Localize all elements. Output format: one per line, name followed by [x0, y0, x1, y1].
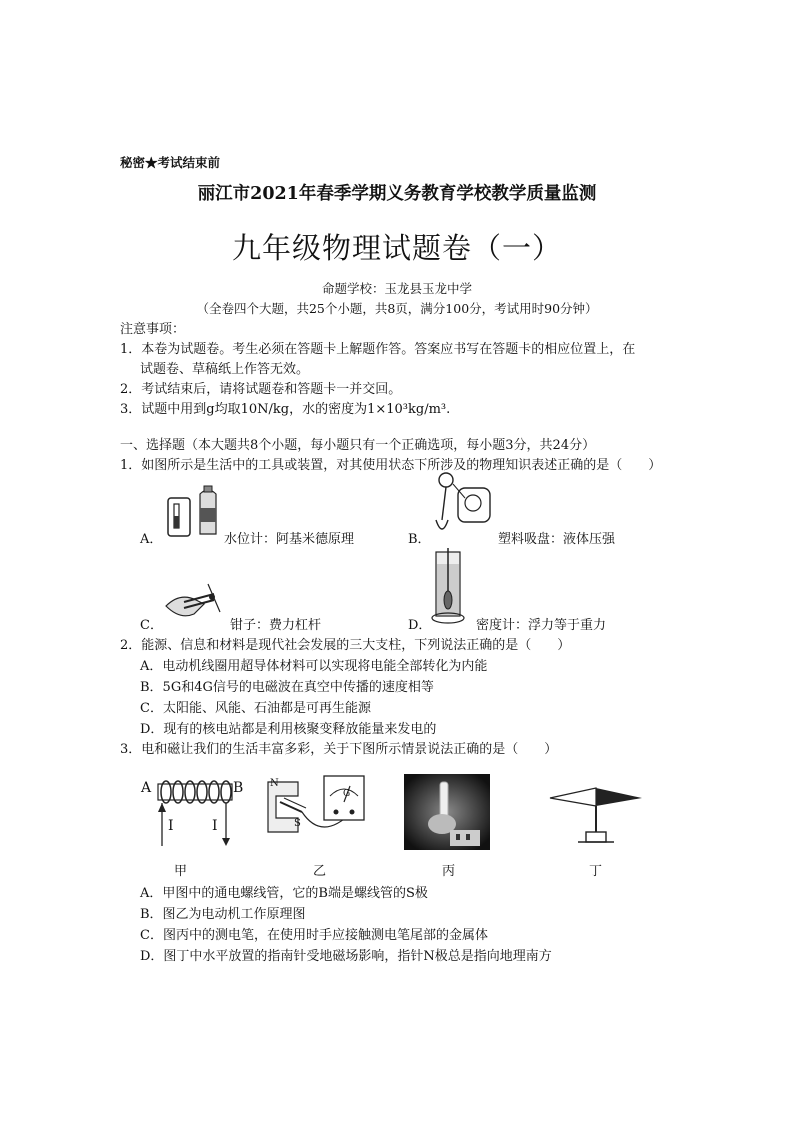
- figure-label-ding: 丁: [589, 864, 603, 879]
- option-line: B．图乙为电动机工作原理图: [140, 907, 306, 922]
- exam-title-main: 丽江市2021年春季学期义务教育学校教学质量监测: [197, 184, 597, 204]
- test-pen-photo: [404, 774, 490, 850]
- magnet-north-label: N: [270, 778, 279, 789]
- option-letter: D．: [408, 618, 432, 633]
- exam-title-sub: 九年级物理试题卷（一）: [231, 231, 562, 265]
- option-letter: C．: [140, 618, 163, 633]
- option-text: 水位计：阿基米德原理: [224, 532, 355, 547]
- option-text: 塑料吸盘：液体压强: [498, 532, 616, 547]
- option-line: A．甲图中的通电螺线管，它的B端是螺线管的S极: [140, 886, 428, 901]
- question-stem: 2．能源、信息和材料是现代社会发展的三大支柱，下列说法正确的是（ ）: [120, 638, 571, 653]
- note-item: 2．考试结束后，请将试题卷和答题卡一并交回。: [120, 382, 402, 397]
- compass-needle-figure: [548, 786, 644, 850]
- solenoid-figure: [138, 772, 248, 848]
- galvanometer-label: G: [343, 789, 351, 799]
- option-text: 密度计：浮力等于重力: [476, 618, 607, 633]
- note-item: 试题卷、草稿纸上作答无效。: [140, 362, 310, 377]
- current-label: I: [212, 818, 218, 834]
- note-item: 1．本卷为试题卷。考生必须在答题卡上解题作答。答案应书写在答题卡的相应位置上，在: [120, 342, 636, 357]
- note-item: 3．试题中用到g均取10N/kg，水的密度为1×10³kg/m³.: [120, 402, 451, 417]
- pliers-figure: [164, 578, 228, 624]
- magnet-south-label: S: [294, 818, 301, 829]
- option-letter: B．: [408, 532, 431, 547]
- option-line: D．现有的核电站都是利用核聚变释放能量来发电的: [140, 722, 437, 737]
- option-text: 钳子：费力杠杆: [230, 618, 322, 633]
- setter-school: 命题学校：玉龙县玉龙中学: [321, 281, 472, 296]
- option-line: B．5G和4G信号的电磁波在真空中传播的速度相等: [140, 680, 434, 695]
- solenoid-end-a-label: A: [141, 780, 152, 796]
- suction-cup-figure: [432, 470, 494, 544]
- exam-info: （全卷四个大题，共25个小题，共8页，满分100分，考试用时90分钟）: [196, 301, 598, 316]
- option-letter: A．: [140, 532, 163, 547]
- water-level-gauge-figure: [166, 484, 224, 540]
- option-line: A．电动机线圈用超导体材料可以实现将电能全部转化为内能: [140, 659, 488, 674]
- solenoid-end-b-label: B: [233, 780, 244, 796]
- section-heading: 一、选择题（本大题共8个小题，每小题只有一个正确选项，每小题3分，共24分）: [120, 438, 596, 453]
- option-line: C．太阳能、风能、石油都是可再生能源: [140, 701, 371, 716]
- hydrometer-figure: [430, 546, 466, 626]
- option-line: D．图丁中水平放置的指南针受地磁场影响，指针N极总是指向地理南方: [140, 949, 552, 964]
- figure-label-yi: 乙: [313, 864, 327, 879]
- question-stem: 3．电和磁让我们的生活丰富多彩，关于下图所示情景说法正确的是（ ）: [120, 742, 558, 757]
- confidential-mark: 秘密★考试结束前: [120, 155, 221, 170]
- figure-label-bing: 丙: [442, 864, 456, 879]
- question-stem: 1．如图所示是生活中的工具或装置，对其使用状态下所涉及的物理知识表述正确的是（ ）: [120, 458, 662, 473]
- option-line: C．图丙中的测电笔，在使用时手应接触测电笔尾部的金属体: [140, 928, 488, 943]
- current-label: I: [168, 818, 174, 834]
- figure-label-jia: 甲: [174, 864, 188, 879]
- notes-heading: 注意事项：: [120, 322, 186, 337]
